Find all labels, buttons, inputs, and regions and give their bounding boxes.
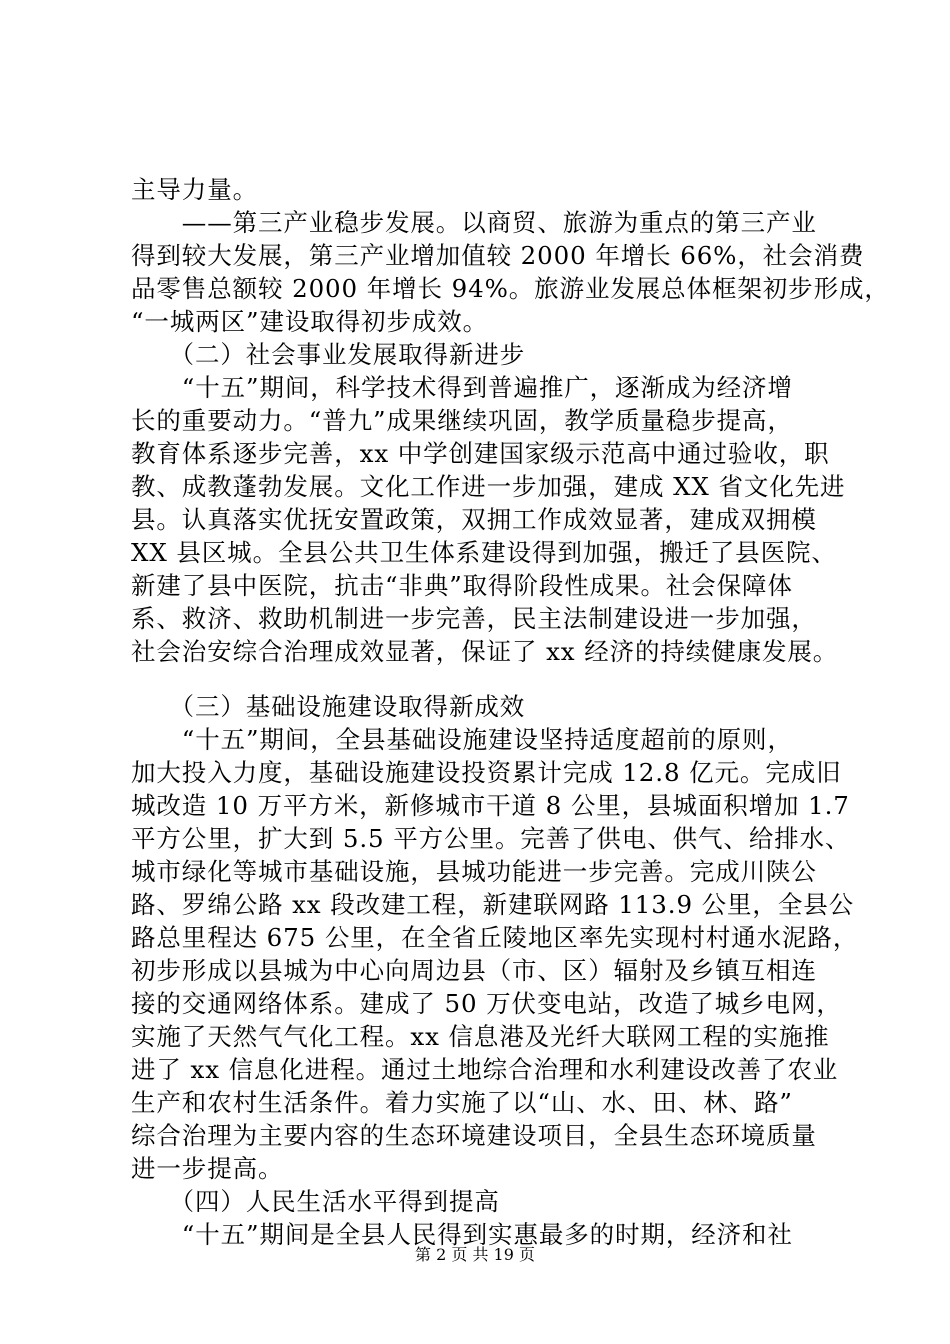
- text-line: 新建了县中医院，抗击“非典”取得阶段性成果。社会保障体: [131, 571, 793, 600]
- text-line: 品零售总额较 2000 年增长 94%。旅游业发展总体框架初步形成，: [131, 274, 890, 303]
- text-line: 进一步提高。: [131, 1154, 284, 1183]
- text-line: 路、罗绵公路 xx 段改建工程，新建联网路 113.9 公里，全县公: [131, 890, 855, 919]
- section-heading: （四）人民生活水平得到提高: [131, 1187, 500, 1216]
- text-line: 进了 xx 信息化进程。通过土地综合治理和水利建设改善了农业: [131, 1055, 839, 1084]
- text-line: 生产和农村生活条件。着力实施了以“山、水、田、林、路”: [131, 1088, 793, 1117]
- text-line: 路总里程达 675 公里，在全省丘陵地区率先实现村村通水泥路，: [131, 923, 859, 952]
- text-line: 得到较大发展，第三产业增加值较 2000 年增长 66%，社会消费: [131, 241, 865, 270]
- text-line: 教、成教蓬勃发展。文化工作进一步加强，建成 XX 省文化先进: [131, 472, 846, 501]
- text-line: 加大投入力度，基础设施建设投资累计完成 12.8 亿元。完成旧: [131, 758, 842, 787]
- text-line: 系、救济、救助机制进一步完善，民主法制建设进一步加强，: [131, 604, 817, 633]
- text-line: 初步形成以县城为中心向周边县（市、区）辐射及乡镇互相连: [131, 956, 817, 985]
- text-line: “十五”期间是全县人民得到实惠最多的时期，经济和社: [131, 1220, 793, 1249]
- text-line: 平方公里，扩大到 5.5 平方公里。完善了供电、供气、给排水、: [131, 824, 851, 853]
- text-line: 长的重要动力。“普九”成果继续巩固，教学质量稳步提高，: [131, 406, 793, 435]
- section-heading: （三）基础设施建设取得新成效: [131, 692, 526, 721]
- text-line: XX 县区城。全县公共卫生体系建设得到加强，搬迁了县医院、: [131, 538, 837, 567]
- text-line: 综合治理为主要内容的生态环境建设项目，全县生态环境质量: [131, 1121, 817, 1150]
- text-line: “十五”期间，科学技术得到普遍推广，逐渐成为经济增: [131, 373, 793, 402]
- text-line: 教育体系逐步完善，xx 中学创建国家级示范高中通过验收，职: [131, 439, 830, 468]
- text-line: 接的交通网络体系。建成了 50 万伏变电站，改造了城乡电网，: [131, 989, 842, 1018]
- page-number-footer: 第 2 页 共 19 页: [415, 1245, 535, 1264]
- text-line: 县。认真落实优抚安置政策，双拥工作成效显著，建成双拥模: [131, 505, 817, 534]
- text-line: 社会治安综合治理成效显著，保证了 xx 经济的持续健康发展。: [131, 637, 839, 666]
- text-line: ——第三产业稳步发展。以商贸、旅游为重点的第三产业: [131, 208, 817, 237]
- text-line: 实施了天然气气化工程。xx 信息港及光纤大联网工程的实施推: [131, 1022, 830, 1051]
- text-line: “一城两区”建设取得初步成效。: [131, 307, 489, 336]
- text-line: “十五”期间，全县基础设施建设坚持适度超前的原则，: [131, 725, 793, 754]
- section-heading: （二）社会事业发展取得新进步: [131, 340, 526, 369]
- text-line: 城改造 10 万平方米，新修城市干道 8 公里，县城面积增加 1.7: [131, 791, 850, 820]
- text-line: 主导力量。: [131, 175, 258, 204]
- text-line: 城市绿化等城市基础设施，县城功能进一步完善。完成川陕公: [131, 857, 817, 886]
